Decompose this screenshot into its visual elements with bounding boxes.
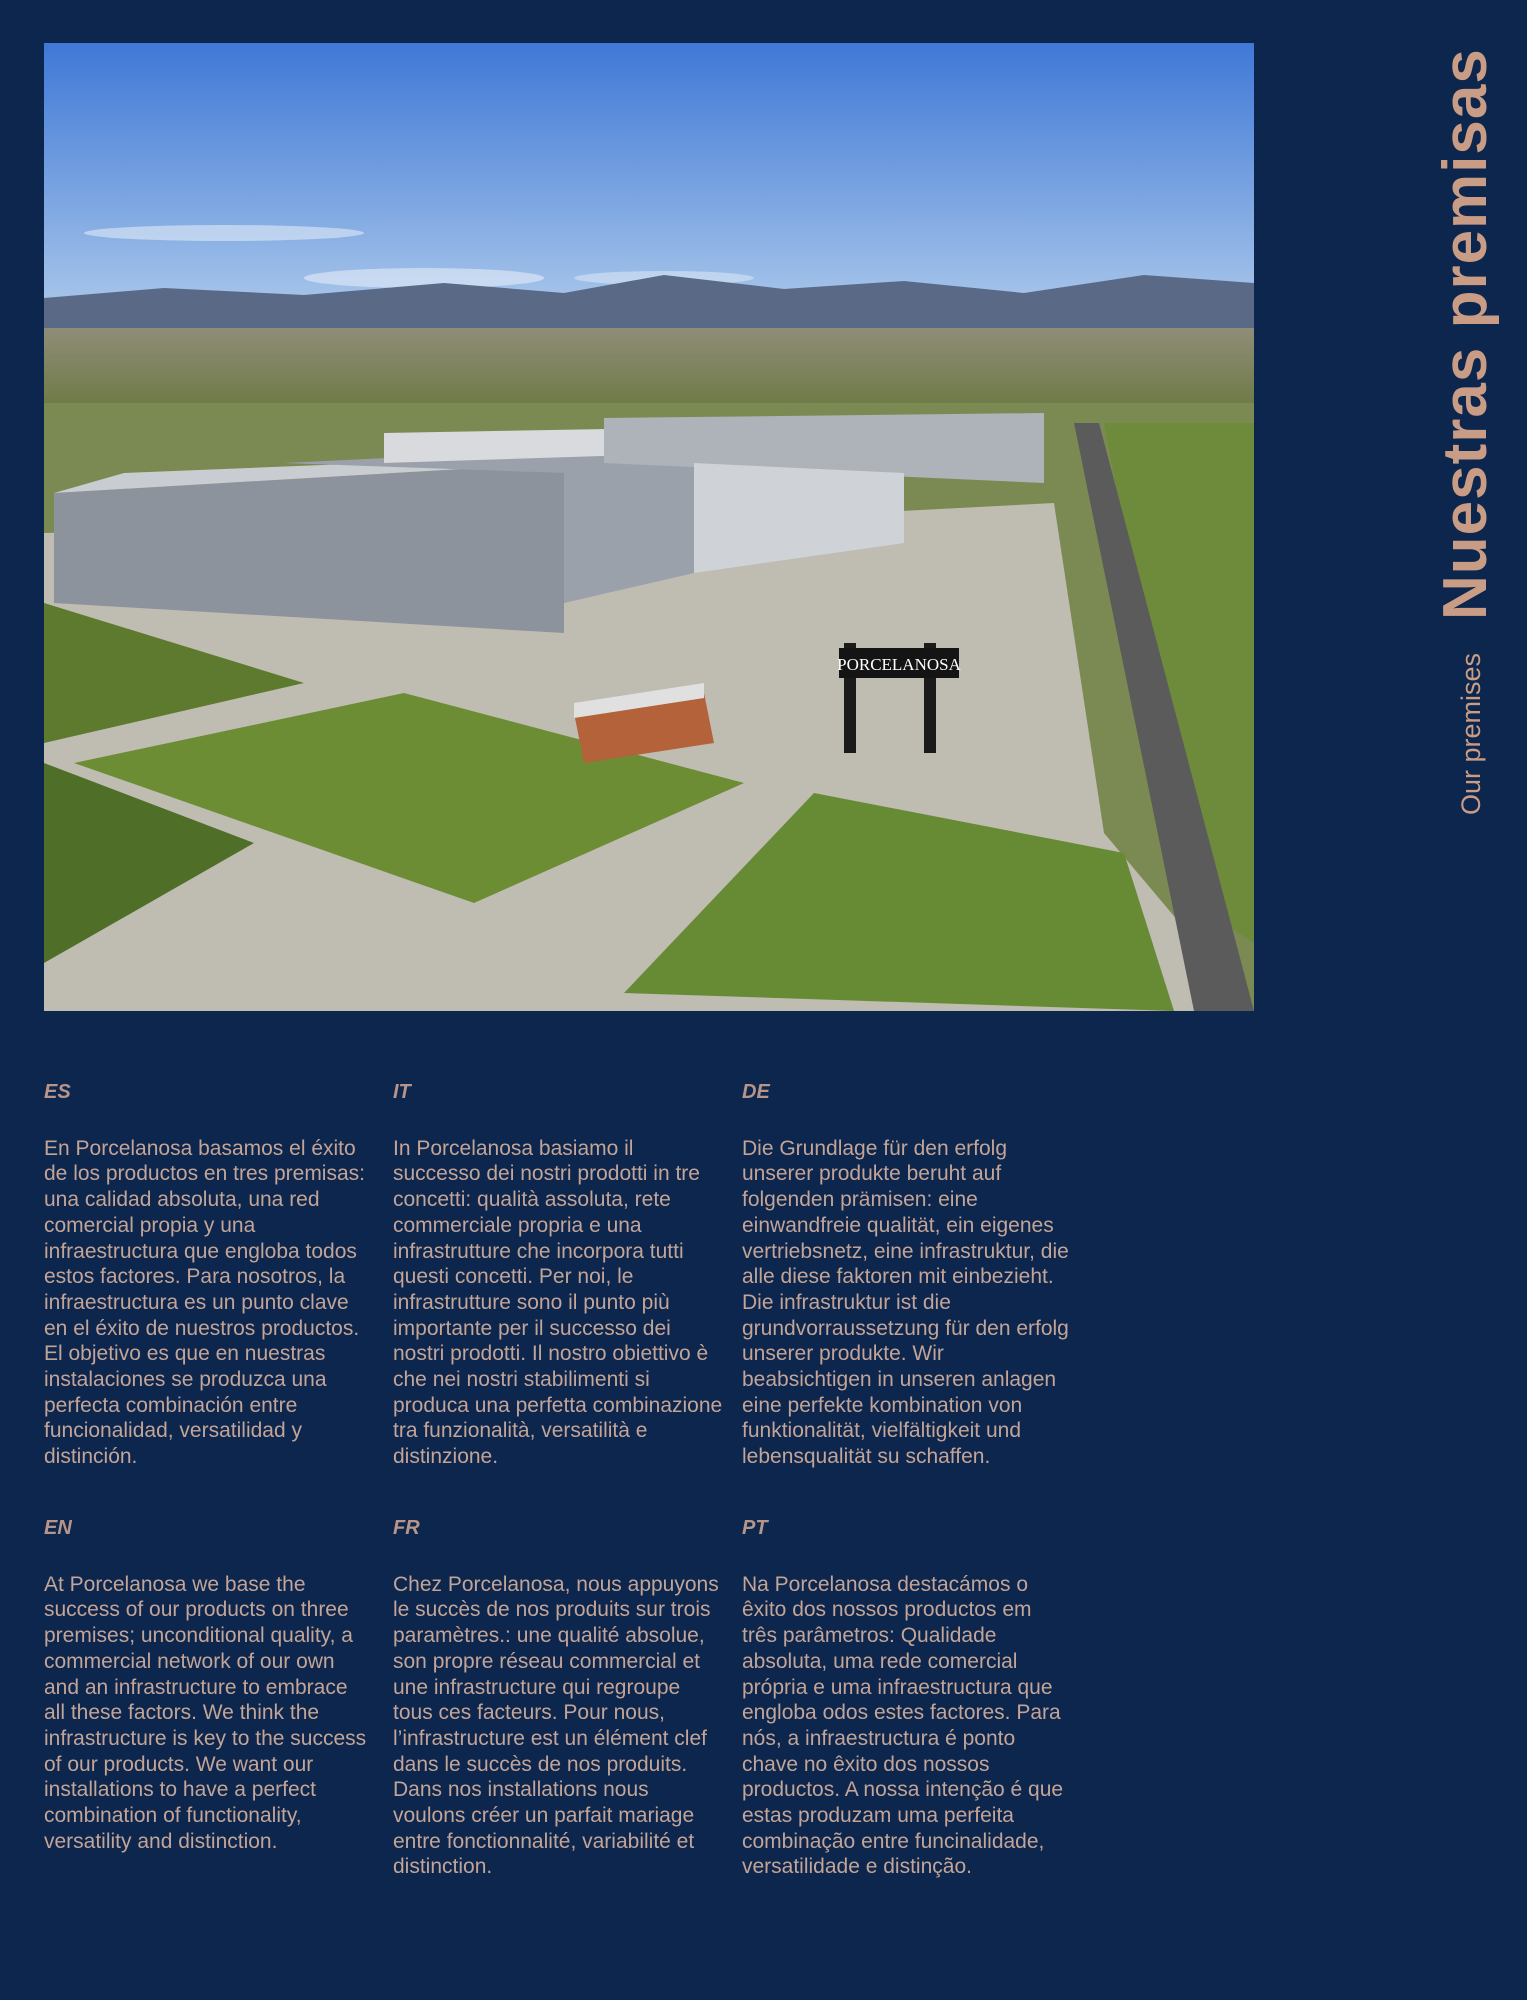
porcelanosa-sign: PORCELANOSA — [837, 655, 961, 674]
language-label: DE — [742, 1081, 770, 1103]
vertical-heading — [1420, 40, 1510, 820]
aerial-photo — [44, 43, 1254, 1011]
paragraph: At Porcelanosa we base the success of our products on three premises; unconditional quality, a commercial network of our own and an infrastructure to embrace all these factors. We think the infrastructure is key to the success of our products. We want our installations to have a perfect combination of functionality, versatility and distinction. — [44, 1572, 367, 1853]
page-subtitle: Our premises — [1456, 652, 1486, 815]
page-title: Nuestras premisas — [1431, 48, 1500, 620]
language-label: FR — [393, 1517, 420, 1539]
paragraph: Die Grundlage für den erfolg unserer produkte beruht auf folgenden prämisen: eine einwandfreie qualität, ein eigenes vertriebsnetz, eine infrastruktur, die alle diese faktoren mit einbezieht. Die infrastruktur ist die grundvorraussetzung für den erfolg unserer produkte. Wir beabsichtigen in unseren anlagen eine perfekte kombination von funktionalität, vielfältigkeit und lebensqualität su schaffen. — [742, 1136, 1069, 1469]
paragraph: Chez Porcelanosa, nous appuyons le succès de nos produits sur trois paramètres.: une qualité absolue, son propre réseau commercial et une infrastructure qui regroupe tous ces facteurs. Pour nous, l’infrastructure est un élément clef dans le succès de nos produits. Dans nos installations nous voulons créer un parfait mariage entre fonctionnalité, variabilité et distinction. — [393, 1572, 719, 1879]
language-label: EN — [44, 1517, 72, 1539]
paragraph: Na Porcelanosa destacámos o êxito dos nossos productos em três parâmetros: Qualidade absoluta, uma rede comercial própria e uma infraestructura que engloba odos estes factores. Para nós, a infraestructura é ponto chave no êxito dos nossos productos. A nossa intenção é que estas produzam uma perfeita combinação entre funcinalidade, versatilidade e distinção. — [742, 1572, 1064, 1879]
text-column-en — [44, 1516, 374, 1854]
text-column-it — [393, 1080, 723, 1470]
text-column-de — [742, 1080, 1072, 1470]
language-label: ES — [44, 1081, 71, 1103]
paragraph: En Porcelanosa basamos el éxito de los productos en tres premisas: una calidad absoluta, una red comercial propia y una infraestructura que engloba todos estos factores. Para nosotros, la infraestructura es un punto clave en el éxito de nuestros productos. El objetivo es que en nuestras instalaciones se produzca una perfecta combinación entre funcionalidad, versatilidad y distinción. — [44, 1136, 365, 1469]
paragraph: In Porcelanosa basiamo il successo dei nostri prodotti in tre concetti: qualità assoluta, rete commerciale propria e una infrastrutture che incorpora tutti questi concetti. Per noi, le infrastrutture sono il punto più importante per il successo dei nostri prodotti. Il nostro obiettivo è che nei nostri stabilimenti si produca una perfetta combinazione tra funzionalità, versatilità e distinzione. — [393, 1136, 723, 1469]
language-label: PT — [742, 1517, 768, 1539]
language-label: IT — [393, 1081, 411, 1103]
text-column-pt — [742, 1516, 1072, 1880]
text-column-fr — [393, 1516, 723, 1880]
text-column-es — [44, 1080, 374, 1470]
